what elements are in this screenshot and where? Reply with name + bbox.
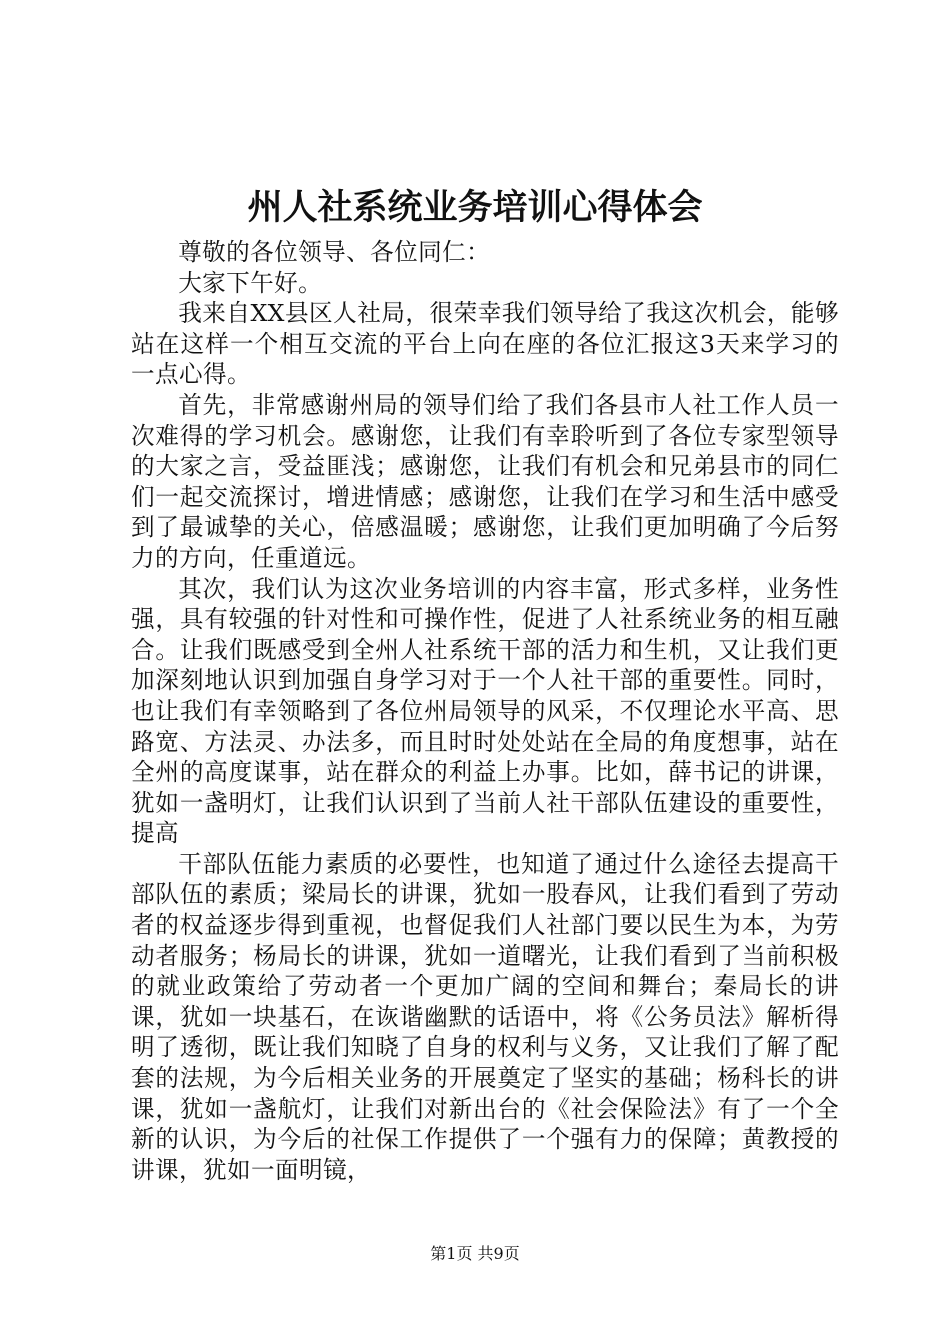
paragraph-salutation: 尊敬的各位领导、各位同仁： [178, 238, 491, 266]
paragraph-greeting: 大家下午好。 [178, 268, 323, 297]
page-footer: 第1页 共9页 [430, 1244, 520, 1263]
paragraph-training-content: 其次，我们认为这次业务培训的内容丰富，形式多样，业务性强，具有较强的针对性和可操作性，促进了人社系统业务的相互融合。让我们既感受到全州人社系统干部的活力和生机，又让我们更加深刻地认识到加强自身学习对于一个人社干部的重要性。同时，也让我们有幸领略到了各位州局领导的风采，不仅理论水平高、思路宽、方法灵、办法多，而且时时处处站在全局的角度想事，站在全州的高度谋事，站在群众的利益上办事。比如，薛书记的讲课，犹如一盏明灯，让我们认识到了当前人社干部队伍建设的重要性，提高 [131, 574, 839, 848]
paragraph-lectures: 干部队伍能力素质的必要性，也知道了通过什么途径去提高干部队伍的素质；梁局长的讲课，犹如一股春风，让我们看到了劳动者的权益逐步得到重视，也督促我们人社部门要以民生为本，为劳动者服务；杨局长的讲课，犹如一道曙光，让我们看到了当前积极的就业政策给了劳动者一个更加广阔的空间和舞台；秦局长的讲课，犹如一块基石，在诙谐幽默的话语中，将《公务员法》解析得明了透彻，既让我们知晓了自身的权利与义务，又让我们了解了配套的法规，为今后相关业务的开展奠定了坚实的基础；杨科长的讲课，犹如一盏航灯，让我们对新出台的《社会保险法》有了一个全新的认识，为今后的社保工作提供了一个强有力的保障；黄教授的讲课，犹如一面明镜， [131, 849, 839, 1184]
document-body [131, 237, 839, 1185]
paragraph-thanks: 首先，非常感谢州局的领导们给了我们各县市人社工作人员一次难得的学习机会。感谢您，让我们有幸聆听到了各位专家型领导的大家之言，受益匪浅；感谢您，让我们有机会和兄弟县市的同仁们一起交流探讨，增进情感；感谢您，让我们在学习和生活中感受到了最诚挚的关心，倍感温暖；感谢您，让我们更加明确了今后努力的方向，任重道远。 [131, 390, 839, 572]
paragraph-intro: 我来自XX县区人社局，很荣幸我们领导给了我这次机会，能够站在这样一个相互交流的平台上向在座的各位汇报这3天来学习的一点心得。 [131, 299, 839, 389]
document-title: 州人社系统业务培训心得体会 [247, 187, 703, 228]
